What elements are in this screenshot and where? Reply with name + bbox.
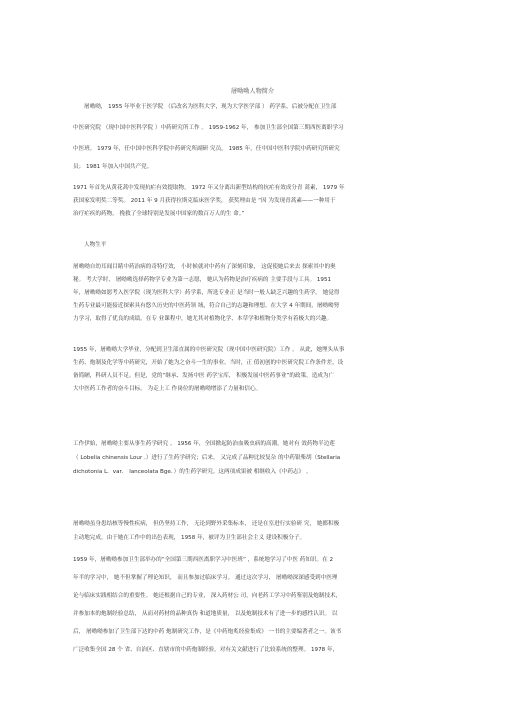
text-line: 1959 年，屠呦呦参加卫生部举办的“全国第三期西医离职学习中医班” ，系统地学习了中医 药知识。在 2 <box>73 557 334 563</box>
text-line: 1971 年首先从黄花蒿中发现抗疟有效提取物， 1972 年又分离出新型结构的抗疟有效成分青 蒿素， 1979 年 <box>73 185 345 191</box>
text-line: 中医研究院 （现中国中医科学院 ）中药研究所工作 。 1959-1962 年， 参加卫生部全国第三期西医离职学习 <box>73 125 344 131</box>
text-line: 1955 年，屠呦呦大学毕业，分配到卫生部直属的中医研究院（现中国中医研究院）工作 。 从此，她埋头从事 <box>73 347 345 353</box>
text-line: 论与临床实践相结合的重要性。 她还根据自己的专业， 深入药材公 司，向老药工学习中药鉴别及炮制技术， <box>73 593 342 599</box>
text-line: 主动地完成。由于她在工作中的出色表现， 1958 年，被评为卫生部社会主义 建设积极分子。 <box>73 535 306 541</box>
text-line: 并参加本的炮制经验总结， 从而对药材的品种真伪 和道地质量， 以及炮制技术有了进一步的感性认识。 以 <box>73 611 338 617</box>
text-line: dichotonia L．var． lanceolata Bge．）的生药学研究。这两项成果被 相继收入《中药志》 。 <box>73 469 312 475</box>
section-heading: 人物生平 <box>84 242 107 248</box>
text-line: 生药专业最可能接近探索具有悠久历史的中医药领 域，符合自己的志趣和理想。在大学 4 年期间，屠呦呦努 <box>73 303 340 309</box>
text-line: 年半的学习中， 她不但掌握了理论知识， 而且参加过临床学习。 通过这次学习， 屠呦呦深深感受到中医理 <box>73 575 338 581</box>
text-line: 大中医药工作者的奋斗目标。 为走上工 作岗位的屠呦呦增添了力量和信心。 <box>73 386 262 392</box>
text-line: 秘。 考大学时， 屠呦呦选择药物学专业为第一志愿， 她认为药物是治疗疾病的 主要手段与工具。 1951 <box>73 277 332 283</box>
text-line: 获国家发明奖二等奖。 2011 年 9 月获得拉斯克临床医学奖， 获奖理由是 “因 为发现青蒿素——一种用于 <box>73 198 336 204</box>
document-title: 屠呦呦人物简介 <box>230 88 275 95</box>
text-line: 治疗疟疾的药物， 挽救了全球特别是发展中国家的数百万人的生 命。” <box>73 211 245 217</box>
text-line: 年，屠呦呦如愿考入医学院（现为医科大学）药学系，所选专业正 是当时一般人缺乏兴趣的生药学。 她觉得 <box>73 290 340 296</box>
text-line: 广泛收集全国 28 个 省、自治区、直辖市的中药炮制经验，对有关文献进行了比较系统的整理。 1978 年， <box>73 647 339 653</box>
text-line: 力学习，取得了优良的成绩。在专 业课程中，她尤其对植物化学、本草学和植物分类学有着极大的兴趣。 <box>73 316 333 322</box>
text-line: 工作伊始，屠呦呦主要从事生药学研究 。 1956 年，全国掀起防治血吸虫病的高潮，她对有 效药物半边莲 <box>73 441 335 447</box>
text-line: 员； 1981 年加入中国共产党。 <box>73 164 153 170</box>
text-line: 后， 屠呦呦参加了卫生部下达的中药 炮制研究工作，是《中药炮炙经验集成》 一书的主要编著者之一。该书 <box>73 629 342 635</box>
text-line: 生药、炮制及化学等中药研究，开始了她为之奋斗一生的事业。当时，正 值初创的中医研究院工作条件差，设 <box>73 360 344 366</box>
text-line: 屠呦呦， 1955 年毕业于医学院 （后改名为医科大学，现为大学医学部 ） 药学系，后被分配在卫生部 <box>84 104 337 110</box>
text-line: 屠呦呦自幼耳闻目睹中药治病的奇特疗效， 小时候就对中药有了深刻印象， 这促使她后来去 探索其中的奥 <box>73 264 336 270</box>
text-line: 中医班。 1979 年，任中国中医科学院中药研究所副研 究员。 1985 年，任中国中医科学院中药研究所研究 <box>73 146 340 152</box>
text-line: 备简陋，科研人员不足。但是，党的“继承、发扬中医 药学宝库， 积极发展中医药事业”的政策，造成为广 <box>73 373 335 379</box>
text-line: （ Lobelia chinensis Lour .）进行了生药学研究；后来， 又完成了品种比较复杂 的中药银柴胡（Stellaria <box>73 455 341 461</box>
text-line: 屠呦呦虽身患结核等慢性疾病， 但仍坚持工作， 无论到野外采集标本， 还是在室进行实验研 究， 她都积极 <box>73 521 340 527</box>
